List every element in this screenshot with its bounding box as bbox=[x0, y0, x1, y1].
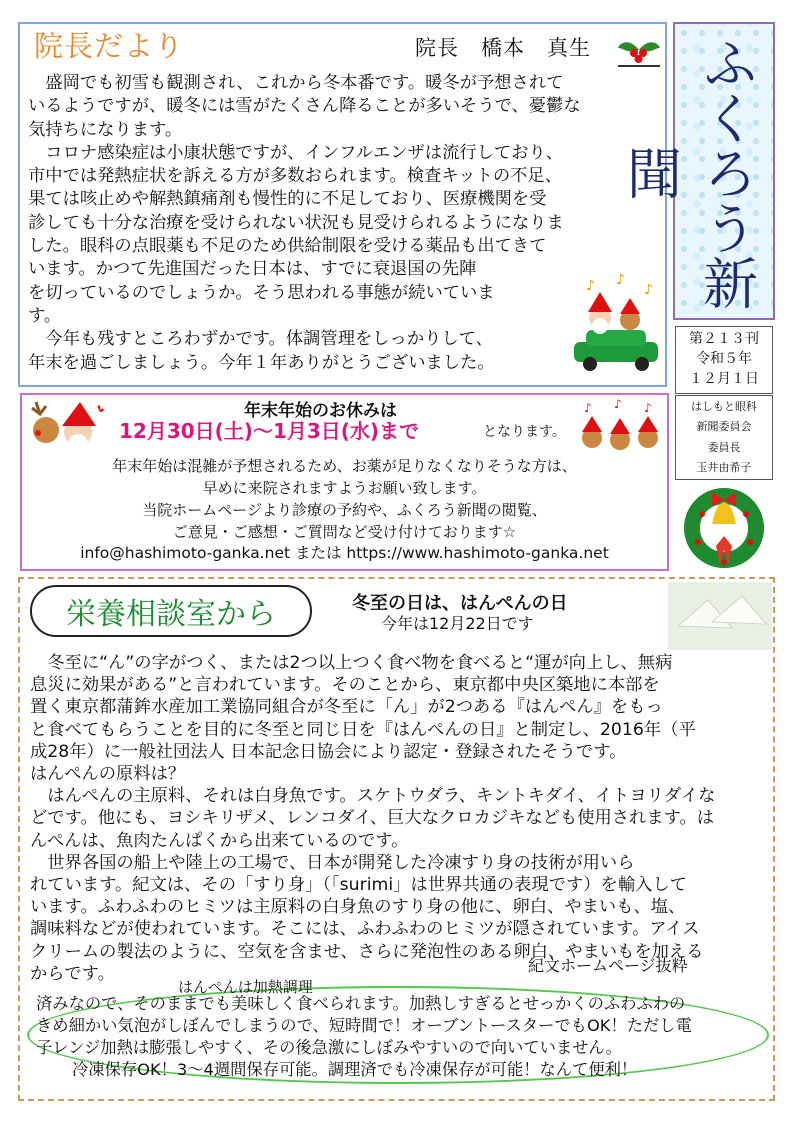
reindeer-santa-icon bbox=[26, 398, 112, 458]
hanpen-icon bbox=[668, 582, 772, 650]
santa-car-icon bbox=[566, 272, 664, 372]
text-line: と食べてもらうことを目的に冬至と同じ日を『はんぺんの日』と制定し、2016年（平 bbox=[30, 719, 696, 740]
holiday-info-line: 当院ホームページより診療の予約や、ふくろう新聞の閲覧、 bbox=[142, 501, 547, 519]
director-name: 院長 橋本 真生 bbox=[415, 36, 591, 60]
holiday-notice-title: 年末年始のお休みは bbox=[244, 401, 397, 421]
text-line: どです。他にも、ヨシキリザメ、レンコダイ、巨大なクロカジキなども使用されます。は bbox=[30, 808, 715, 829]
text-line: 息災に効果がある”と言われています。そのことから、東京都中央区築地に本部を bbox=[30, 675, 660, 696]
article-heading: 冬至の日は、はんぺんの日 bbox=[352, 593, 568, 614]
text-line: んぺんは、魚肉たんぱくから出来ているのです。 bbox=[30, 830, 409, 851]
text-line: いるようですが、暖冬には雪がたくさん降ることが多いそうで、憂鬱な bbox=[28, 96, 581, 117]
committee-line: 委員長 bbox=[707, 441, 741, 454]
text-line: 子レンジ加熱は膨張しやすく、その後急激にしぼみやすいので向いていません。 bbox=[36, 1038, 622, 1057]
text-line: います。ふわふわのヒミツは主原料の白身魚のすり身の他に、卵白、やまいも、塩、 bbox=[30, 897, 686, 918]
text-line: クリームの製法のように、空気を含ませ、さらに発泡性のある卵白、やまいもを加える bbox=[30, 941, 704, 962]
svg-text:♪: ♪ bbox=[614, 398, 622, 411]
committee-line: 新聞委員会 bbox=[696, 420, 752, 433]
holiday-info-line: 早めに来院されますようお願い致します。 bbox=[202, 479, 487, 497]
holiday-info-line: ご意見・ご感想・ご質問など受け付けております☆ bbox=[172, 523, 517, 541]
newsletter-title: ふくろう新聞 bbox=[618, 34, 758, 310]
committee-line: 玉井由希子 bbox=[696, 461, 752, 474]
issue-number: 第２１３刊 bbox=[689, 331, 759, 347]
text-line: 年末を過ごしましょう。今年１年ありがとうございました。 bbox=[28, 352, 495, 373]
heating-tips-title: はんぺんは加熱調理 bbox=[178, 978, 313, 996]
text-line: きめ細かい気泡がしぼんでしまうので、短時間で！オーブントースターでもOK！ただし電 bbox=[36, 1016, 692, 1035]
christmas-wreath-icon bbox=[676, 484, 772, 570]
singing-animals-icon bbox=[574, 398, 664, 454]
director-column-title: 院長だより bbox=[34, 29, 185, 63]
holly-icon bbox=[616, 28, 662, 68]
text-line: はんぺんの原料は？ bbox=[30, 764, 186, 785]
text-line: 冬至に“ん”の字がつく、または2つ以上つく食べ物を食べると“運が向上し、無病 bbox=[30, 653, 673, 673]
text-line: す。 bbox=[28, 305, 62, 326]
holiday-dates: 12月30日(土)～1月3日(水)まで bbox=[119, 419, 420, 443]
text-line: 世界各国の船上や陸上の工場で、日本が開発した冷凍すり身の技術が用いら bbox=[30, 852, 635, 873]
nutrition-article-body bbox=[30, 652, 770, 985]
heating-tips-body bbox=[36, 993, 764, 1081]
text-line: はんぺんの主原料、それは白身魚です。スケトウダラ、キントキダイ、イトヨリダイな bbox=[30, 786, 716, 807]
text-line: を切っているのでしょうか。そう思われる事態が続いていま bbox=[28, 282, 495, 303]
text-line: からです。 bbox=[30, 963, 115, 984]
svg-text:♪: ♪ bbox=[644, 401, 652, 415]
issue-date: １２月１日 bbox=[689, 371, 759, 387]
committee-line: はしもと眼科 bbox=[691, 400, 757, 413]
text-line: 済みなので、そのままでも美味しく食べられます。加熱しすぎるとせっかくのふわふわの bbox=[36, 994, 686, 1013]
svg-text:♪: ♪ bbox=[644, 282, 653, 298]
text-line: 気持ちになります。 bbox=[28, 119, 183, 140]
text-line: 今年も残すところわずかです。体調管理をしっかりして、 bbox=[45, 329, 493, 350]
text-line: れています。紀文は、その「すり身」（「surimi」は世界共通の表現です）を輸入して bbox=[30, 875, 687, 896]
text-line: 市中では発熱症状を訴える方が多数おられます。検査キットの不足、 bbox=[28, 166, 562, 187]
svg-text:♪: ♪ bbox=[584, 401, 592, 415]
holiday-dates-suffix: となります。 bbox=[483, 424, 566, 440]
holiday-info-line: 年末年始は混雑が予想されるため、お薬が足りなくなりそうな方は、 bbox=[112, 457, 577, 475]
svg-text:♪: ♪ bbox=[586, 278, 595, 294]
text-line: 成28年）に一般社団法人 日本記念日協会により認定・登録されたそうです。 bbox=[30, 741, 627, 762]
contact-info: info@hashimoto-ganka.net または https://www.hashimoto-ganka.net bbox=[80, 544, 609, 562]
text-line: います。かつて先進国だった日本は、すでに衰退国の先陣 bbox=[28, 259, 477, 280]
issue-era: 令和５年 bbox=[696, 351, 752, 367]
text-line: 盛岡でも初雪も観測され、これから冬本番です。暖冬が予想されて bbox=[45, 73, 564, 93]
text-line: 置く東京都蒲鉾水産加工業協同組合が冬至に「ん」が2つある『はんぺん』をもっ bbox=[30, 697, 663, 718]
text-line: コロナ感染症は小康状態ですが、インフルエンザは流行しており、 bbox=[45, 142, 564, 163]
nutrition-section-title: 栄養相談室から bbox=[66, 597, 276, 632]
text-line: 冷凍保存OK！3～4週間保存可能。調理済でも冷凍保存が可能！なんて便利！ bbox=[72, 1060, 638, 1079]
article-subheading: 今年は12月22日です bbox=[381, 614, 534, 633]
text-line: 診しても十分な治療を受けられない状況も見受けられるようになりま bbox=[28, 212, 564, 233]
text-line: した。眼科の点眼薬も不足のため供給制限を受ける薬品も出てきて bbox=[28, 236, 547, 257]
text-line: 果ては咳止めや解熱鎮痛剤も慢性的に不足しており、医療機関を受 bbox=[28, 189, 547, 210]
source-credit: 紀文ホームページ抜粋 bbox=[528, 956, 688, 975]
svg-text:♪: ♪ bbox=[616, 272, 625, 288]
text-line: 調味料などが使われています。そこには、ふわふわのヒミツが隠されています。アイス bbox=[30, 919, 700, 940]
